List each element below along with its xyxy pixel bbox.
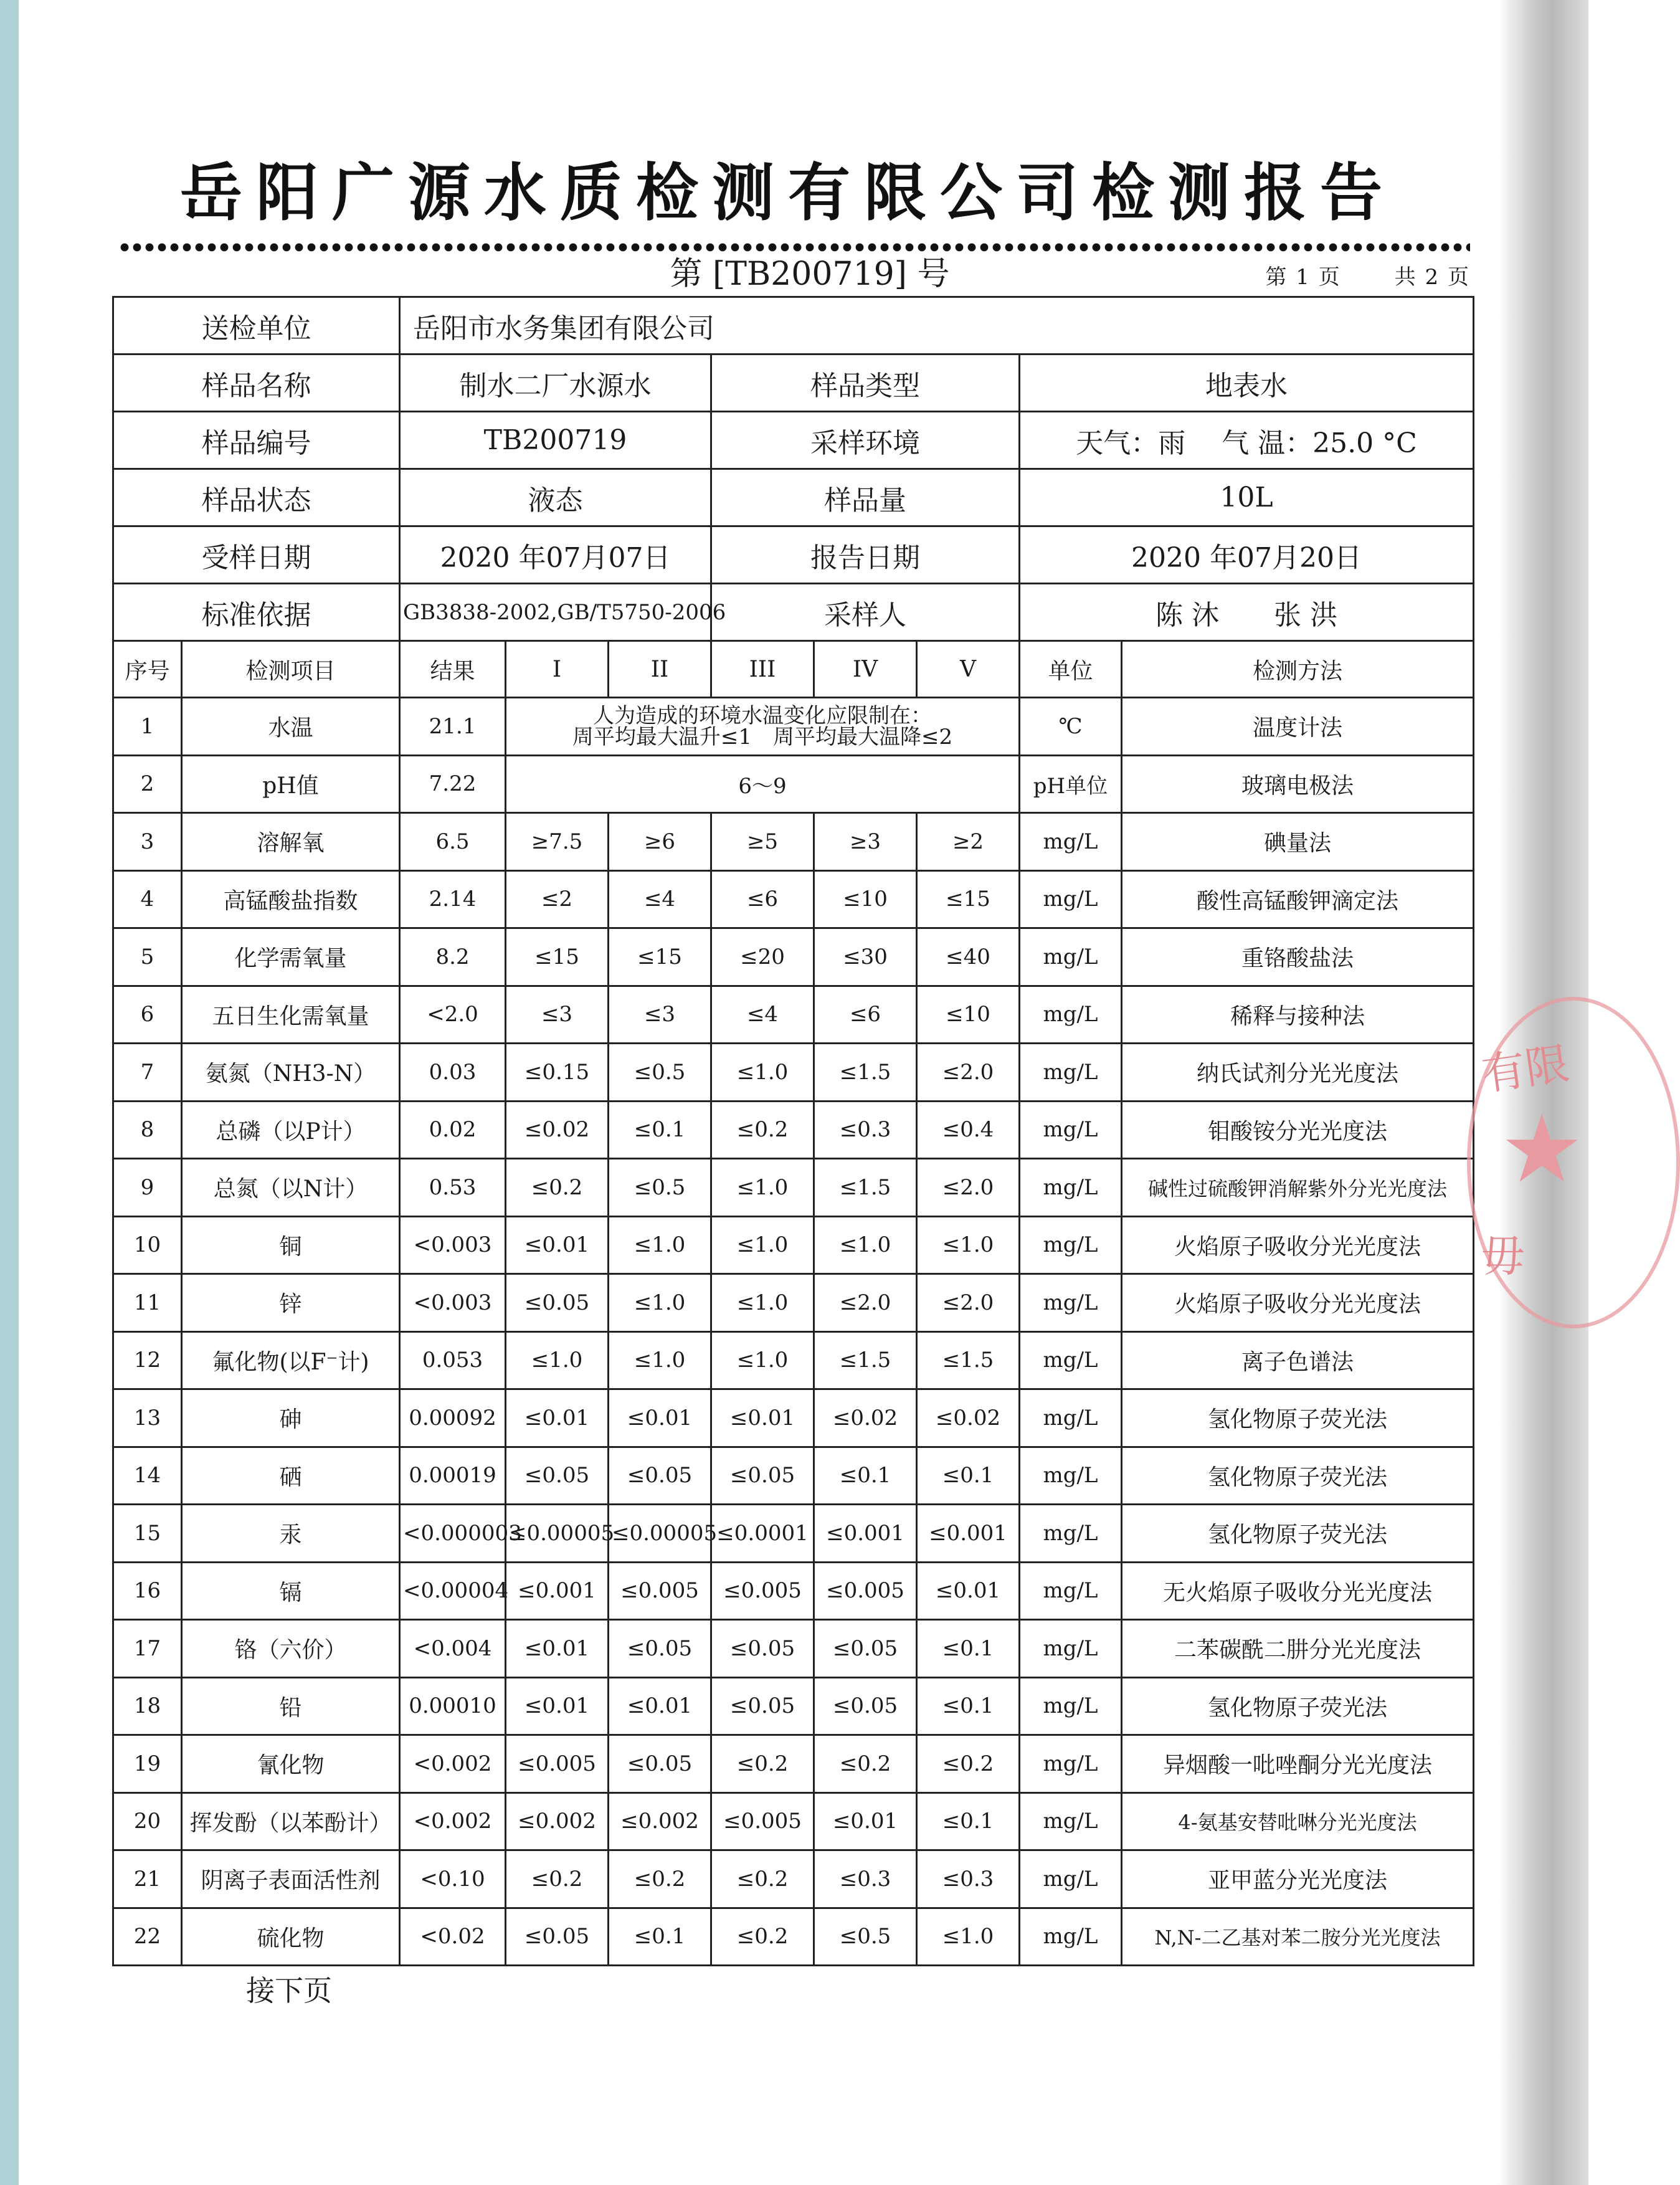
table-row xyxy=(113,813,1474,871)
info-value: 制水二厂水源水 xyxy=(400,355,711,412)
row-result: 0.053 xyxy=(400,1331,506,1389)
row-method: 钼酸铵分光光度法 xyxy=(1122,1101,1474,1159)
row-limit: ≤2.0 xyxy=(917,1044,1020,1102)
info-label: 报告日期 xyxy=(711,526,1020,584)
table-row xyxy=(113,1908,1474,1966)
row-limit: ≤0.2 xyxy=(609,1850,711,1908)
row-method: 二苯碳酰二肼分光光度法 xyxy=(1122,1620,1474,1678)
row-result: 0.00019 xyxy=(400,1447,506,1505)
row-result: 21.1 xyxy=(400,698,506,756)
row-limit: ≤0.05 xyxy=(814,1620,917,1678)
row-limit: ≤0.0001 xyxy=(711,1505,814,1563)
info-value: 陈 沐 张 洪 xyxy=(1020,584,1474,641)
table-row xyxy=(113,1331,1474,1389)
report-title: 岳阳广源水质检测有限公司检测报告 xyxy=(180,156,1396,229)
row-limit: ≤2.0 xyxy=(814,1274,917,1332)
row-result: <0.000003 xyxy=(400,1505,506,1563)
row-method: 离子色谱法 xyxy=(1122,1331,1474,1389)
info-label: 样品量 xyxy=(711,469,1020,526)
row-result: 0.00010 xyxy=(400,1677,506,1735)
row-unit: mg/L xyxy=(1020,1389,1122,1447)
header-cell: 序号 xyxy=(113,641,182,698)
row-result: <0.00004 xyxy=(400,1562,506,1620)
row-limit: ≤0.3 xyxy=(917,1850,1020,1908)
info-row-client xyxy=(113,297,1474,355)
row-unit: mg/L xyxy=(1020,1159,1122,1217)
row-limit: ≤0.2 xyxy=(711,1908,814,1966)
row-item: 汞 xyxy=(182,1505,400,1563)
row-limit: ≤1.5 xyxy=(814,1331,917,1389)
row-item: 高锰酸盐指数 xyxy=(182,870,400,928)
row-result: 0.02 xyxy=(400,1101,506,1159)
info-value: 液态 xyxy=(400,469,711,526)
row-result: <0.002 xyxy=(400,1735,506,1793)
row-limit: ≤0.005 xyxy=(711,1562,814,1620)
row-unit: mg/L xyxy=(1020,1101,1122,1159)
row-item: 铅 xyxy=(182,1677,400,1735)
row-limit: ≤4 xyxy=(609,870,711,928)
header-cell: I xyxy=(506,641,609,698)
row-limit: ≤0.1 xyxy=(609,1908,711,1966)
row-limit: ≤15 xyxy=(609,928,711,986)
row-limit: ≤0.05 xyxy=(506,1274,609,1332)
row-number: 11 xyxy=(113,1274,182,1332)
row-limit: ≤0.01 xyxy=(814,1792,917,1850)
info-value: 岳阳市水务集团有限公司 xyxy=(400,297,1474,355)
row-limit: ≤0.01 xyxy=(917,1562,1020,1620)
row-result: 2.14 xyxy=(400,870,506,928)
row-limit: ≤0.01 xyxy=(506,1620,609,1678)
row-number: 4 xyxy=(113,870,182,928)
row-method: 氢化物原子荧光法 xyxy=(1122,1389,1474,1447)
row-number: 15 xyxy=(113,1505,182,1563)
row-result: 6.5 xyxy=(400,813,506,871)
row-item: 硫化物 xyxy=(182,1908,400,1966)
row-limit: ≤1.0 xyxy=(609,1331,711,1389)
row-limit: ≤0.05 xyxy=(711,1620,814,1678)
row-result: 7.22 xyxy=(400,755,506,813)
row-limit: ≤2.0 xyxy=(917,1159,1020,1217)
row-unit: mg/L xyxy=(1020,1562,1122,1620)
row-item: pH值 xyxy=(182,755,400,813)
row-limit: ≤0.5 xyxy=(609,1044,711,1102)
note-line: 人为造成的环境水温变化应限制在： xyxy=(593,703,932,728)
info-value: GB3838-2002,GB/T5750-2006 xyxy=(400,584,711,641)
row-limit: ≤0.00005 xyxy=(609,1505,711,1563)
row-limit: ≤10 xyxy=(917,986,1020,1044)
info-value: 2020 年07月07日 xyxy=(400,526,711,584)
row-limit: ≤4 xyxy=(711,986,814,1044)
row-method: 重铬酸盐法 xyxy=(1122,928,1474,986)
table-row xyxy=(113,870,1474,928)
row-limit: ≤0.5 xyxy=(814,1908,917,1966)
info-value: 10L xyxy=(1020,469,1474,526)
row-limit: ≤3 xyxy=(506,986,609,1044)
row-result: 0.00092 xyxy=(400,1389,506,1447)
info-row-standard xyxy=(113,584,1474,641)
row-item: 溶解氧 xyxy=(182,813,400,871)
row-limit: ≤0.01 xyxy=(609,1677,711,1735)
info-value: TB200719 xyxy=(400,412,711,469)
row-method: 温度计法 xyxy=(1122,698,1474,756)
row-limit: ≥7.5 xyxy=(506,813,609,871)
row-number: 3 xyxy=(113,813,182,871)
row-method: 玻璃电极法 xyxy=(1122,755,1474,813)
row-limit: ≤0.05 xyxy=(814,1677,917,1735)
info-label: 标准依据 xyxy=(113,584,400,641)
table-row xyxy=(113,698,1474,756)
row-number: 22 xyxy=(113,1908,182,1966)
row-limit: ≤0.05 xyxy=(609,1447,711,1505)
row-limit: ≤1.0 xyxy=(917,1216,1020,1274)
table-row xyxy=(113,1562,1474,1620)
row-number: 13 xyxy=(113,1389,182,1447)
row-unit: ℃ xyxy=(1020,698,1122,756)
row-limit: ≤10 xyxy=(814,870,917,928)
row-item: 水温 xyxy=(182,698,400,756)
header-cell: 检测项目 xyxy=(182,641,400,698)
row-method: 稀释与接种法 xyxy=(1122,986,1474,1044)
table-row xyxy=(113,1447,1474,1505)
row-number: 10 xyxy=(113,1216,182,1274)
row-unit: mg/L xyxy=(1020,1044,1122,1102)
row-limit: ≤0.1 xyxy=(609,1101,711,1159)
row-unit: mg/L xyxy=(1020,1792,1122,1850)
info-value: 地表水 xyxy=(1020,355,1474,412)
row-limit: ≤0.01 xyxy=(711,1389,814,1447)
info-value: 天气：雨 气 温：25.0 °C xyxy=(1020,412,1474,469)
note-line: 周平均最大温升≤1 周平均最大温降≤2 xyxy=(572,724,953,750)
info-row-dates xyxy=(113,526,1474,584)
table-row xyxy=(113,1101,1474,1159)
info-label: 样品状态 xyxy=(113,469,400,526)
row-number: 7 xyxy=(113,1044,182,1102)
row-limit: ≤1.0 xyxy=(711,1274,814,1332)
row-limit: ≤0.1 xyxy=(917,1792,1020,1850)
report-table xyxy=(112,296,1474,1966)
row-limit: ≤15 xyxy=(506,928,609,986)
row-limit: ≤0.002 xyxy=(609,1792,711,1850)
row-limit: ≤0.01 xyxy=(506,1677,609,1735)
row-number: 21 xyxy=(113,1850,182,1908)
row-item: 氰化物 xyxy=(182,1735,400,1793)
row-unit: mg/L xyxy=(1020,1677,1122,1735)
row-note xyxy=(506,698,1020,756)
row-limit: ≤15 xyxy=(917,870,1020,928)
row-limit: ≤0.005 xyxy=(506,1735,609,1793)
row-unit: pH单位 xyxy=(1020,755,1122,813)
row-limit: ≤0.02 xyxy=(814,1389,917,1447)
row-limit: ≤1.5 xyxy=(917,1331,1020,1389)
row-unit: mg/L xyxy=(1020,1908,1122,1966)
row-limit: ≤0.02 xyxy=(917,1389,1020,1447)
info-label: 样品编号 xyxy=(113,412,400,469)
row-limit: ≤0.05 xyxy=(711,1677,814,1735)
row-limit: ≤0.001 xyxy=(506,1562,609,1620)
header-cell: III xyxy=(711,641,814,698)
header-cell: IV xyxy=(814,641,917,698)
header-cell: II xyxy=(609,641,711,698)
row-result: <2.0 xyxy=(400,986,506,1044)
row-result: <0.003 xyxy=(400,1274,506,1332)
row-item: 挥发酚（以苯酚计） xyxy=(182,1792,400,1850)
row-limit: ≤1.0 xyxy=(609,1216,711,1274)
row-item: 镉 xyxy=(182,1562,400,1620)
row-number: 18 xyxy=(113,1677,182,1735)
row-limit: ≤0.3 xyxy=(814,1850,917,1908)
row-limit: ≤6 xyxy=(814,986,917,1044)
row-method: 火焰原子吸收分光光度法 xyxy=(1122,1274,1474,1332)
row-unit: mg/L xyxy=(1020,1735,1122,1793)
row-limit: ≤0.1 xyxy=(917,1447,1020,1505)
row-limit: ≤0.2 xyxy=(814,1735,917,1793)
row-unit: mg/L xyxy=(1020,1505,1122,1563)
table-row xyxy=(113,1850,1474,1908)
row-item: 总磷（以P计） xyxy=(182,1101,400,1159)
row-limit: ≤0.2 xyxy=(711,1735,814,1793)
report-number: 第 [TB200719] 号 xyxy=(670,255,950,293)
table-header-row xyxy=(113,641,1474,698)
row-limit: ≤0.05 xyxy=(609,1620,711,1678)
row-limit: ≤0.05 xyxy=(609,1735,711,1793)
row-result: <0.002 xyxy=(400,1792,506,1850)
row-limit: ≤0.2 xyxy=(506,1850,609,1908)
row-result: <0.10 xyxy=(400,1850,506,1908)
row-method: 4-氨基安替吡啉分光光度法 xyxy=(1122,1792,1474,1850)
scan-edge-left xyxy=(0,0,19,2185)
row-limit: ≤0.05 xyxy=(506,1908,609,1966)
row-limit: ≤0.005 xyxy=(814,1562,917,1620)
row-item: 化学需氧量 xyxy=(182,928,400,986)
row-limit: ≤0.5 xyxy=(609,1159,711,1217)
row-limit: ≤2 xyxy=(506,870,609,928)
row-number: 20 xyxy=(113,1792,182,1850)
table-row xyxy=(113,1505,1474,1563)
row-limit: ≤0.01 xyxy=(506,1216,609,1274)
row-result: <0.004 xyxy=(400,1620,506,1678)
row-unit: mg/L xyxy=(1020,1274,1122,1332)
row-limit: ≤0.01 xyxy=(609,1389,711,1447)
row-limit: ≤2.0 xyxy=(917,1274,1020,1332)
table-row xyxy=(113,1620,1474,1678)
row-result: <0.003 xyxy=(400,1216,506,1274)
row-limit: ≤1.0 xyxy=(711,1044,814,1102)
row-item: 总氮（以N计） xyxy=(182,1159,400,1217)
row-number: 5 xyxy=(113,928,182,986)
row-unit: mg/L xyxy=(1020,1216,1122,1274)
row-limit: ≤1.5 xyxy=(814,1159,917,1217)
row-item: 硒 xyxy=(182,1447,400,1505)
row-limit: ≤0.1 xyxy=(814,1447,917,1505)
row-item: 氨氮（NH3-N） xyxy=(182,1044,400,1102)
row-limit: ≤0.05 xyxy=(711,1447,814,1505)
header-cell: 结果 xyxy=(400,641,506,698)
row-unit: mg/L xyxy=(1020,870,1122,928)
row-number: 6 xyxy=(113,986,182,1044)
row-limit: ≥3 xyxy=(814,813,917,871)
row-limit: ≤1.5 xyxy=(814,1044,917,1102)
row-unit: mg/L xyxy=(1020,928,1122,986)
row-limit: ≤30 xyxy=(814,928,917,986)
row-limit: ≤1.0 xyxy=(711,1331,814,1389)
row-limit: ≤0.005 xyxy=(711,1792,814,1850)
row-limit: ≤1.0 xyxy=(711,1216,814,1274)
row-limit: ≤0.001 xyxy=(814,1505,917,1563)
row-method: 氢化物原子荧光法 xyxy=(1122,1677,1474,1735)
header-cell: V xyxy=(917,641,1020,698)
row-number: 17 xyxy=(113,1620,182,1678)
row-result: 8.2 xyxy=(400,928,506,986)
row-limit: ≤0.15 xyxy=(506,1044,609,1102)
page-current: 第 1 页 xyxy=(1265,265,1341,290)
row-method: 氢化物原子荧光法 xyxy=(1122,1505,1474,1563)
row-limit: ≤0.2 xyxy=(917,1735,1020,1793)
row-limit: ≤1.0 xyxy=(917,1908,1020,1966)
info-value: 2020 年07月20日 xyxy=(1020,526,1474,584)
row-method: N,N-二乙基对苯二胺分光光度法 xyxy=(1122,1908,1474,1966)
row-limit: ≥5 xyxy=(711,813,814,871)
seal-stamp-text: 毋 xyxy=(1481,1231,1525,1282)
row-unit: mg/L xyxy=(1020,1447,1122,1505)
row-limit: ≤0.2 xyxy=(506,1159,609,1217)
row-number: 9 xyxy=(113,1159,182,1217)
row-limit: ≤1.0 xyxy=(506,1331,609,1389)
row-method: 异烟酸一吡唑酮分光光度法 xyxy=(1122,1735,1474,1793)
row-method: 无火焰原子吸收分光光度法 xyxy=(1122,1562,1474,1620)
row-limit: ≤0.1 xyxy=(917,1620,1020,1678)
row-item: 锌 xyxy=(182,1274,400,1332)
seal-star-icon: ★ xyxy=(1500,1095,1584,1204)
row-limit: ≤0.2 xyxy=(711,1850,814,1908)
row-number: 8 xyxy=(113,1101,182,1159)
row-number: 2 xyxy=(113,755,182,813)
row-unit: mg/L xyxy=(1020,1331,1122,1389)
row-method: 碘量法 xyxy=(1122,813,1474,871)
table-row xyxy=(113,755,1474,813)
row-method: 酸性高锰酸钾滴定法 xyxy=(1122,870,1474,928)
table-row xyxy=(113,1677,1474,1735)
page-total: 共 2 页 xyxy=(1394,265,1470,290)
info-row-sample-state xyxy=(113,469,1474,526)
info-row-sample-name xyxy=(113,355,1474,412)
seal-stamp-text: 有限 xyxy=(1478,1037,1572,1101)
row-number: 12 xyxy=(113,1331,182,1389)
row-number: 14 xyxy=(113,1447,182,1505)
row-range: 6～9 xyxy=(506,755,1020,813)
dotted-divider xyxy=(118,242,1470,253)
page-info xyxy=(1184,262,1470,293)
row-number: 1 xyxy=(113,698,182,756)
row-result: 0.03 xyxy=(400,1044,506,1102)
row-item: 五日生化需氧量 xyxy=(182,986,400,1044)
row-limit: ≤0.005 xyxy=(609,1562,711,1620)
row-number: 19 xyxy=(113,1735,182,1793)
row-limit: ≤1.0 xyxy=(814,1216,917,1274)
row-method: 氢化物原子荧光法 xyxy=(1122,1447,1474,1505)
row-limit: ≤40 xyxy=(917,928,1020,986)
table-row xyxy=(113,1159,1474,1217)
table-row xyxy=(113,1389,1474,1447)
header-cell: 检测方法 xyxy=(1122,641,1474,698)
row-unit: mg/L xyxy=(1020,986,1122,1044)
row-limit: ≥2 xyxy=(917,813,1020,871)
info-label: 受样日期 xyxy=(113,526,400,584)
table-row xyxy=(113,1216,1474,1274)
table-row xyxy=(113,986,1474,1044)
row-limit: ≤1.0 xyxy=(711,1159,814,1217)
table-row xyxy=(113,1274,1474,1332)
row-method: 亚甲蓝分光光度法 xyxy=(1122,1850,1474,1908)
row-result: 0.53 xyxy=(400,1159,506,1217)
row-limit: ≤0.002 xyxy=(506,1792,609,1850)
table-row xyxy=(113,1792,1474,1850)
row-result: <0.02 xyxy=(400,1908,506,1966)
row-limit: ≤0.1 xyxy=(917,1677,1020,1735)
row-item: 阴离子表面活性剂 xyxy=(182,1850,400,1908)
row-limit: ≤3 xyxy=(609,986,711,1044)
continued-note: 接下页 xyxy=(246,1974,332,2007)
row-limit: ≤0.05 xyxy=(506,1447,609,1505)
row-item: 铬（六价） xyxy=(182,1620,400,1678)
row-method: 火焰原子吸收分光光度法 xyxy=(1122,1216,1474,1274)
row-limit: ≤0.4 xyxy=(917,1101,1020,1159)
row-method: 碱性过硫酸钾消解紫外分光光度法 xyxy=(1122,1159,1474,1217)
row-number: 16 xyxy=(113,1562,182,1620)
row-limit: ≤0.00005 xyxy=(506,1505,609,1563)
row-limit: ≤0.001 xyxy=(917,1505,1020,1563)
row-limit: ≤1.0 xyxy=(609,1274,711,1332)
row-unit: mg/L xyxy=(1020,813,1122,871)
header-cell: 单位 xyxy=(1020,641,1122,698)
info-label: 样品类型 xyxy=(711,355,1020,412)
info-label: 送检单位 xyxy=(113,297,400,355)
row-item: 砷 xyxy=(182,1389,400,1447)
row-unit: mg/L xyxy=(1020,1620,1122,1678)
table-row xyxy=(113,1735,1474,1793)
info-label: 采样环境 xyxy=(711,412,1020,469)
row-limit: ≤20 xyxy=(711,928,814,986)
row-unit: mg/L xyxy=(1020,1850,1122,1908)
row-limit: ≤0.01 xyxy=(506,1389,609,1447)
row-item: 氟化物(以F⁻计) xyxy=(182,1331,400,1389)
row-limit: ≤0.3 xyxy=(814,1101,917,1159)
row-limit: ≤0.02 xyxy=(506,1101,609,1159)
info-label: 采样人 xyxy=(711,584,1020,641)
row-item: 铜 xyxy=(182,1216,400,1274)
row-limit: ≥6 xyxy=(609,813,711,871)
info-row-sample-id xyxy=(113,412,1474,469)
row-limit: ≤0.2 xyxy=(711,1101,814,1159)
table-row xyxy=(113,928,1474,986)
row-method: 纳氏试剂分光光度法 xyxy=(1122,1044,1474,1102)
info-label: 样品名称 xyxy=(113,355,400,412)
row-limit: ≤6 xyxy=(711,870,814,928)
table-row xyxy=(113,1044,1474,1102)
